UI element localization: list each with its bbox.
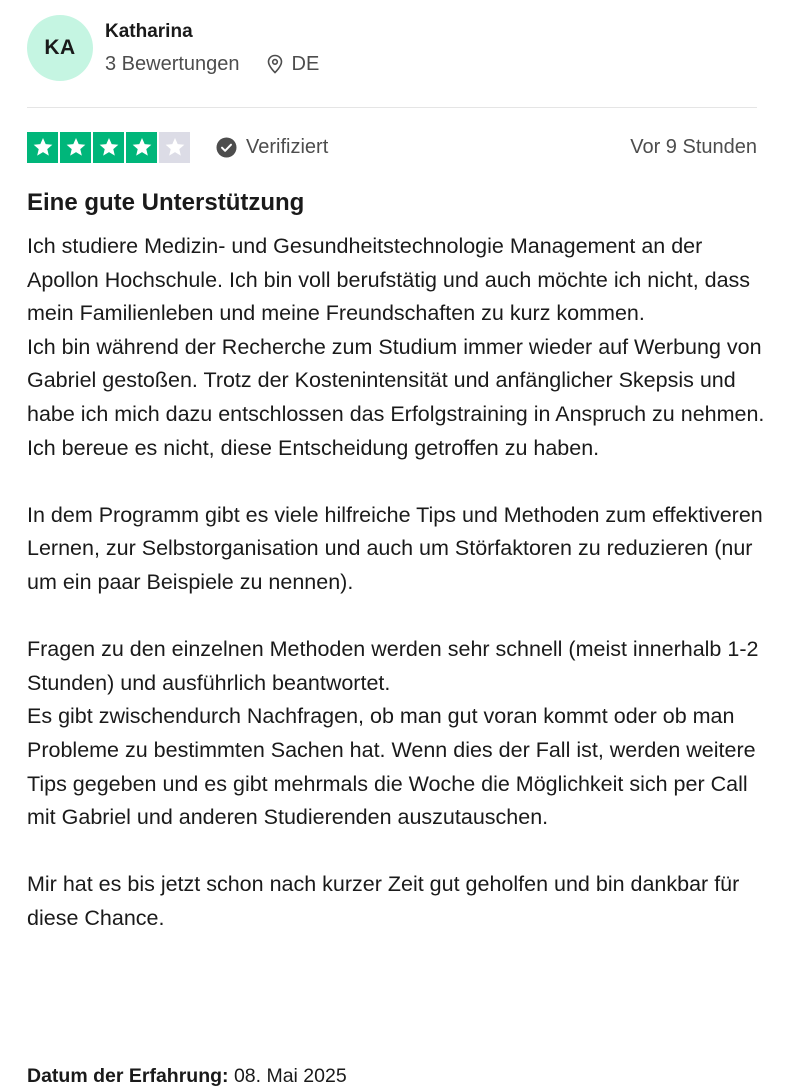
review-paragraph: Mir hat es bis jetzt schon nach kurzer Zeit gut geholfen und bin dankbar für diese Chance. <box>27 872 740 930</box>
star-rating <box>27 132 190 163</box>
reviewer-meta <box>105 48 319 80</box>
reviewer-info <box>105 16 319 80</box>
review-body <box>27 230 767 935</box>
divider <box>27 107 757 108</box>
star-icon <box>60 132 91 163</box>
experience-date <box>27 1063 347 1089</box>
review-title[interactable]: Eine gute Unterstützung <box>27 189 305 216</box>
check-circle-icon <box>216 137 237 158</box>
star-icon <box>126 132 157 163</box>
review-paragraph: Ich studiere Medizin- und Gesundheitstechnologie Management an der Apollon Hochschule. Ich bin voll berufstätig und auch möchte ich nicht, dass mein Familienleben und meine Freundschaften zu kurz kommen. Ich bin während der Recherche zum Studium immer wieder auf Werbung von Gabriel gestoßen. Trotz der Kostenintensität und anfänglicher Skepsis und habe ich mich dazu entschlossen das Erfolgstraining in Anspruch zu nehmen. Ich bereue es nicht, diese Entscheidung getroffen zu haben. <box>27 234 765 460</box>
review-paragraph: In dem Programm gibt es viele hilfreiche Tips und Methoden zum effektiveren Lernen, zur Selbstorganisation und auch um Störfaktoren zu reduzieren (nur um ein paar Beispiele zu nennen). <box>27 502 763 594</box>
rating-row <box>27 131 757 163</box>
star-icon <box>159 132 190 163</box>
verified-badge[interactable] <box>216 136 328 159</box>
reviewer-country: DE <box>291 53 320 75</box>
experience-label: Datum der Erfahrung: <box>27 1065 229 1087</box>
avatar[interactable]: KA <box>27 15 93 81</box>
star-icon <box>27 132 58 163</box>
reviewer-name[interactable]: Katharina <box>105 21 193 42</box>
verified-label: Verifiziert <box>246 135 329 158</box>
star-icon <box>93 132 124 163</box>
review-posted-time: Vor 9 Stunden <box>630 135 757 158</box>
review-paragraph: Fragen zu den einzelnen Methoden werden sehr schnell (meist innerhalb 1-2 Stunden) und ausführlich beantwortet. Es gibt zwischendurch Nachfragen, ob man gut voran kommt oder ob man Probleme zu bestimmten Sachen hat. Wenn dies der Fall ist, werden weitere Tips gegeben und es gibt mehrmals die Woche die Möglichkeit sich per Call mit Gabriel und anderen Studierenden auszutauschen. <box>27 637 759 830</box>
experience-value: 08. Mai 2025 <box>233 1065 347 1087</box>
location-pin-icon <box>266 54 284 74</box>
reviewer-header <box>27 15 319 81</box>
review-count: 3 Bewertungen <box>105 53 240 75</box>
